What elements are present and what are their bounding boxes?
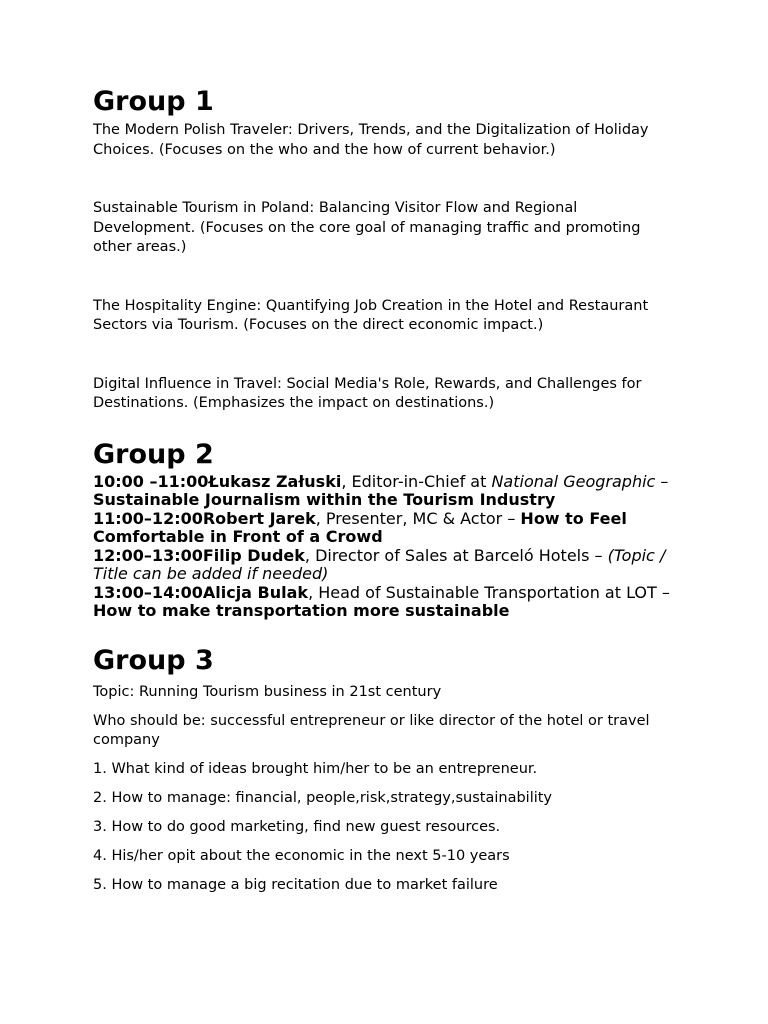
- session-3-speaker: Filip Dudek: [202, 545, 305, 565]
- session-1-separator: –: [655, 471, 669, 491]
- group-2-heading: Group 2: [93, 438, 214, 470]
- session-2: [93, 510, 683, 547]
- session-2-role: , Presenter, MC & Actor –: [315, 508, 521, 528]
- group-3-question-5: 5. How to manage a big recitation due to market failure: [93, 876, 498, 893]
- session-4-speaker: Alicja Bulak: [202, 582, 309, 602]
- session-4-title: How to make transportation more sustainable: [93, 601, 510, 620]
- group-3-topic: Topic: Running Tourism business in 21st century: [93, 683, 442, 700]
- session-3-title-placeholder: (Topic / Title can be added if needed): [93, 545, 666, 583]
- session-1-role: , Editor-in-Chief at: [341, 471, 492, 491]
- session-1-time: 10:00 –11:00: [93, 471, 209, 491]
- session-1: [93, 473, 683, 510]
- group-3-heading: Group 3: [93, 644, 214, 676]
- session-2-speaker: Robert Jarek: [202, 508, 316, 528]
- group-3-who: Who should be: successful entrepreneur or like director of the hotel or travel company: [93, 712, 650, 748]
- session-3: [93, 547, 683, 584]
- session-1-speaker: Łukasz Załuski: [208, 471, 342, 491]
- group-1-heading: Group 1: [93, 86, 214, 117]
- group-1-topic-3: The Hospitality Engine: Quantifying Job Creation in the Hotel and Restaurant Sectors via Tourism. (Focuses on the direct economic impact.): [93, 297, 649, 333]
- document-body: [93, 86, 683, 905]
- group-3-question-3: 3. How to do good marketing, find new guest resources.: [93, 818, 501, 835]
- session-2-time: 11:00–12:00: [93, 508, 203, 528]
- session-4-role: , Head of Sustainable Transportation at LOT –: [308, 582, 670, 602]
- session-2-title: How to Feel Comfortable in Front of a Crowd: [93, 508, 627, 546]
- session-1-organization: National Geographic: [491, 471, 656, 491]
- group-3-question-2: 2. How to manage: financial, people,risk,strategy,sustainability: [93, 789, 553, 806]
- session-3-role: , Director of Sales at Barceló Hotels –: [304, 545, 608, 565]
- session-4: [93, 584, 683, 621]
- group-3-question-1: 1. What kind of ideas brought him/her to be an entrepreneur.: [93, 760, 538, 777]
- session-3-time: 12:00–13:00: [93, 545, 203, 565]
- group-3-section: [93, 645, 683, 895]
- group-1-topic-4: Digital Influence in Travel: Social Media's Role, Rewards, and Challenges for Destinations. (Emphasizes the impact on destinations.): [93, 375, 642, 411]
- session-4-time: 13:00–14:00: [93, 582, 203, 602]
- group-1-topic-2: Sustainable Tourism in Poland: Balancing Visitor Flow and Regional Development. (Focuses on the core goal of managing traffic and promoting other areas.): [93, 200, 641, 255]
- session-1-title: Sustainable Journalism within the Tourism Industry: [93, 490, 556, 509]
- group-1-topic-1: The Modern Polish Traveler: Drivers, Trends, and the Digitalization of Holiday Choices. (Focuses on the who and the how of current behavior.): [93, 122, 649, 158]
- group-3-question-4: 4. His/her opit about the economic in the next 5-10 years: [93, 847, 510, 864]
- group-2-section: [93, 439, 683, 621]
- group-1-section: [93, 86, 683, 414]
